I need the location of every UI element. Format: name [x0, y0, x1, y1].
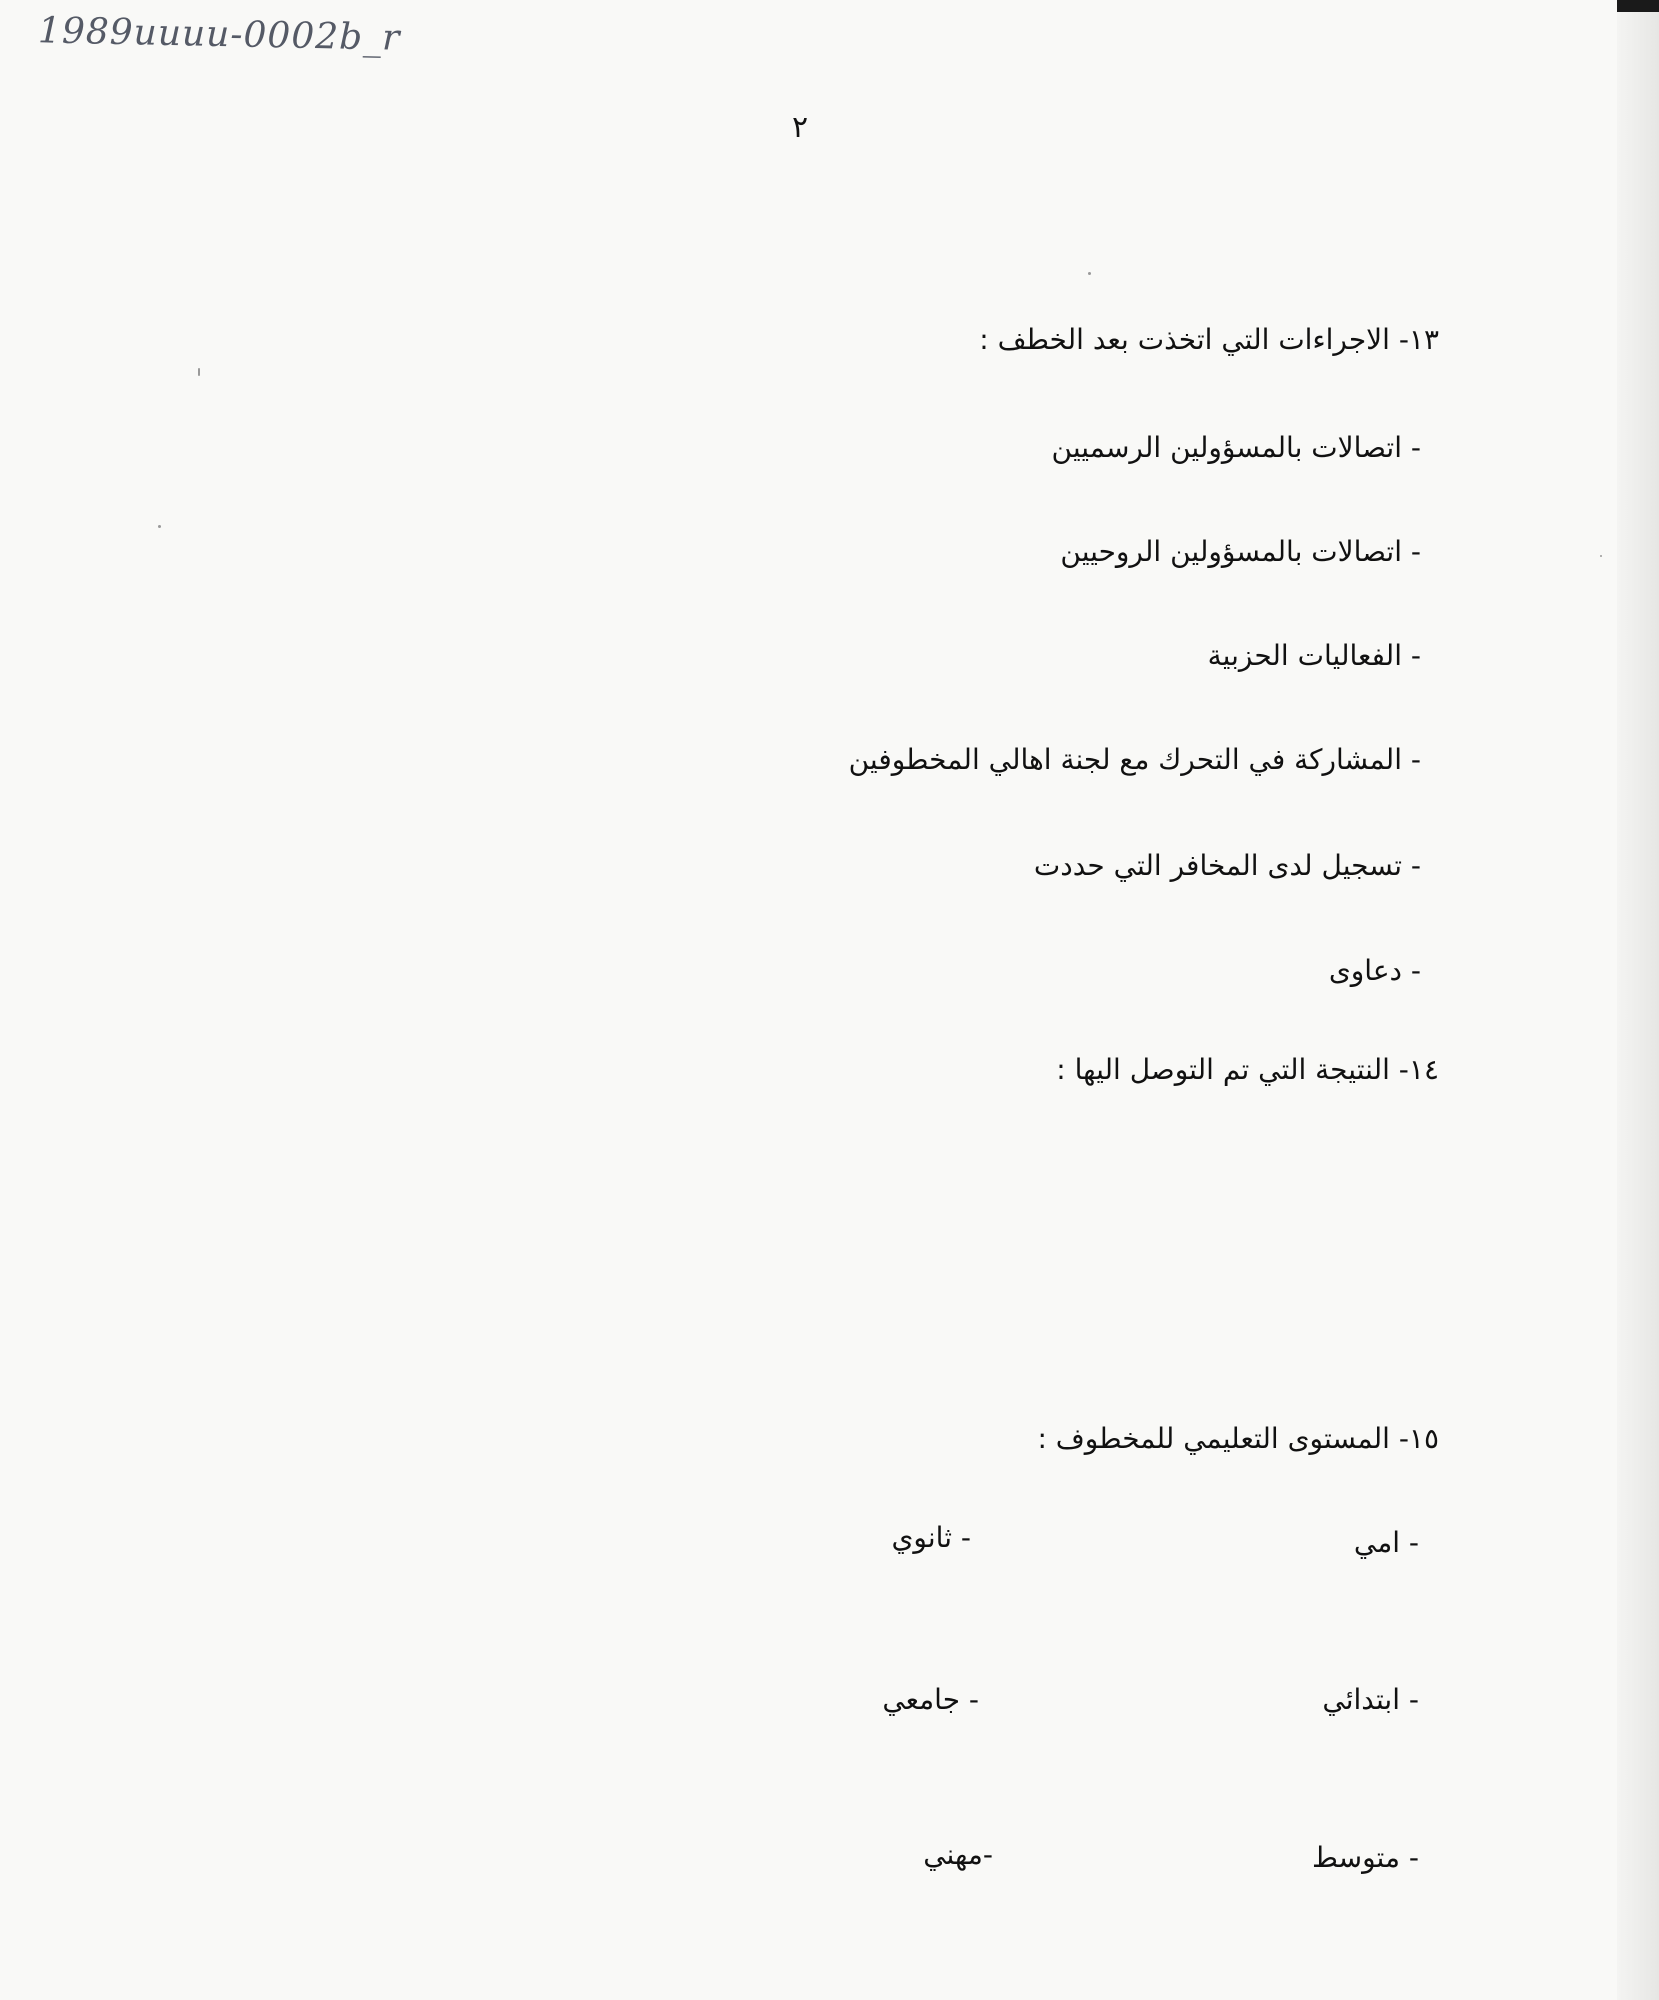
scan-speck	[158, 525, 161, 528]
section-13-item: - المشاركة في التحرك مع لجنة اهالي المخطوفين	[848, 743, 1421, 776]
section-13-item: - اتصالات بالمسؤولين الرسميين	[1051, 431, 1421, 464]
education-option: -مهني	[923, 1838, 993, 1871]
section-13-item: - تسجيل لدى المخافر التي حددت	[1033, 849, 1421, 882]
section-14-heading: ١٤- النتيجة التي تم التوصل اليها :	[1056, 1053, 1439, 1086]
scan-speck	[198, 368, 200, 376]
section-13-item: - اتصالات بالمسؤولين الروحيين	[1060, 535, 1421, 568]
scan-speck	[1088, 272, 1091, 275]
section-13-heading: ١٣- الاجراءات التي اتخذت بعد الخطف :	[979, 323, 1439, 356]
scan-speck	[1600, 555, 1602, 557]
section-15-heading: ١٥- المستوى التعليمي للمخطوف :	[1037, 1422, 1439, 1455]
handwritten-document-id: 1989uuuu-0002b_r	[37, 10, 401, 59]
scan-corner-mark	[1617, 0, 1659, 12]
education-option: - ثانوي	[891, 1521, 971, 1554]
education-option: - ابتدائي	[1322, 1683, 1419, 1716]
education-option: - متوسط	[1312, 1841, 1419, 1874]
page-number: ٢	[791, 110, 809, 145]
education-option: - جامعي	[882, 1683, 979, 1716]
section-13-item: - دعاوى	[1328, 954, 1421, 987]
scan-edge	[1617, 0, 1659, 2000]
section-13-item: - الفعاليات الحزبية	[1207, 639, 1421, 672]
education-option: - امي	[1353, 1526, 1419, 1559]
